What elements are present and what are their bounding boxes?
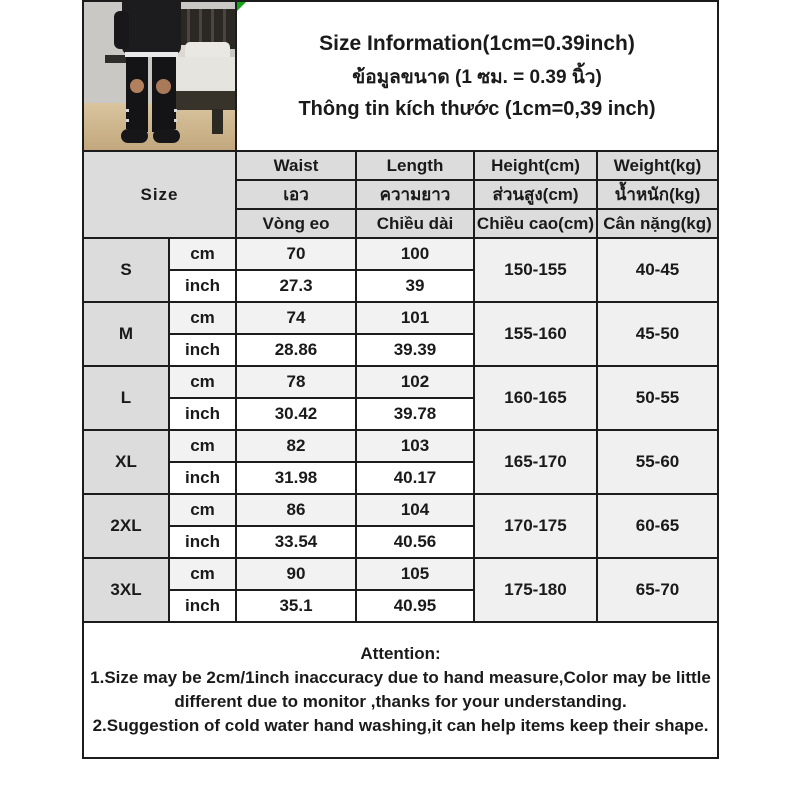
size-cell: M: [83, 302, 169, 366]
size-cell: L: [83, 366, 169, 430]
weight-range-value: 55-60: [597, 430, 718, 494]
length-cm-value: 102: [356, 366, 474, 398]
photo-shoe-right: [153, 129, 180, 142]
waist-cm-value: 82: [236, 430, 356, 462]
photo-ripped-knee-left: [130, 79, 144, 93]
waist-inch-value: 31.98: [236, 462, 356, 494]
table-row-2xl-cm: [83, 494, 718, 526]
height-range-value: 170-175: [474, 494, 597, 558]
attention-row: [83, 622, 718, 758]
header-height-th: ส่วนสูง(cm): [474, 180, 597, 209]
waist-inch-value: 27.3: [236, 270, 356, 302]
weight-range-value: 65-70: [597, 558, 718, 622]
attention-line-1: 1.Size may be 2cm/1inch inaccuracy due to hand measure,Color may be little different due to monitor ,thanks for your understanding.: [90, 668, 711, 711]
photo-bed-leg: [212, 109, 223, 134]
waist-cm-value: 78: [236, 366, 356, 398]
photo-model-torso: [122, 1, 181, 55]
length-cm-value: 100: [356, 238, 474, 270]
photo-pants-left-leg: [126, 57, 149, 132]
header-height-vi: Chiều cao(cm): [474, 209, 597, 238]
weight-range-value: 40-45: [597, 238, 718, 302]
table-row-s-cm: [83, 238, 718, 270]
title-cell: [236, 1, 718, 151]
header-weight-th: น้ำหนัก(kg): [597, 180, 718, 209]
product-photo: [83, 1, 236, 151]
top-banner-row: [83, 1, 718, 151]
weight-range-value: 45-50: [597, 302, 718, 366]
length-cm-value: 105: [356, 558, 474, 590]
length-inch-value: 39.78: [356, 398, 474, 430]
header-weight-vi: Cân nặng(kg): [597, 209, 718, 238]
size-cell: 3XL: [83, 558, 169, 622]
waist-cm-value: 90: [236, 558, 356, 590]
unit-inch-cell: inch: [169, 526, 236, 558]
waist-cm-value: 70: [236, 238, 356, 270]
photo-pants-right-leg: [152, 57, 176, 132]
unit-cm-cell: cm: [169, 558, 236, 590]
header-waist-vi: Vòng eo: [236, 209, 356, 238]
unit-inch-cell: inch: [169, 398, 236, 430]
waist-inch-value: 35.1: [236, 590, 356, 622]
unit-cm-cell: cm: [169, 238, 236, 270]
photo-ripped-knee-right: [156, 79, 171, 94]
size-chart-table: [82, 0, 719, 759]
waist-cm-value: 86: [236, 494, 356, 526]
length-inch-value: 39: [356, 270, 474, 302]
size-cell: 2XL: [83, 494, 169, 558]
size-column-header: Size: [83, 151, 236, 238]
header-length-th: ความยาว: [356, 180, 474, 209]
header-length-vi: Chiều dài: [356, 209, 474, 238]
waist-inch-value: 28.86: [236, 334, 356, 366]
unit-cm-cell: cm: [169, 366, 236, 398]
size-cell: S: [83, 238, 169, 302]
photo-model-arm: [114, 11, 129, 49]
waist-inch-value: 33.54: [236, 526, 356, 558]
size-chart-sheet: [82, 0, 719, 759]
title-thai: ข้อมูลขนาด (1 ซม. = 0.39 นิ้ว): [352, 66, 602, 88]
weight-range-value: 60-65: [597, 494, 718, 558]
length-inch-value: 39.39: [356, 334, 474, 366]
height-range-value: 160-165: [474, 366, 597, 430]
header-waist-th: เอว: [236, 180, 356, 209]
unit-cm-cell: cm: [169, 494, 236, 526]
table-row-xl-cm: [83, 430, 718, 462]
photo-shoe-left: [121, 129, 148, 142]
length-cm-value: 104: [356, 494, 474, 526]
attention-note: [83, 622, 718, 758]
size-cell: XL: [83, 430, 169, 494]
unit-cm-cell: cm: [169, 302, 236, 334]
length-cm-value: 103: [356, 430, 474, 462]
title-vietnamese: Thông tin kích thước (1cm=0,39 inch): [298, 97, 656, 120]
unit-inch-cell: inch: [169, 462, 236, 494]
header-row-english: [83, 151, 718, 180]
unit-inch-cell: inch: [169, 334, 236, 366]
unit-inch-cell: inch: [169, 270, 236, 302]
header-weight-en: Weight(kg): [597, 151, 718, 180]
height-range-value: 175-180: [474, 558, 597, 622]
waist-cm-value: 74: [236, 302, 356, 334]
length-inch-value: 40.17: [356, 462, 474, 494]
attention-line-2: 2.Suggestion of cold water hand washing,it can help items keep their shape.: [92, 716, 709, 735]
length-cm-value: 101: [356, 302, 474, 334]
unit-cm-cell: cm: [169, 430, 236, 462]
title-stack: [237, 2, 717, 150]
length-inch-value: 40.95: [356, 590, 474, 622]
weight-range-value: 50-55: [597, 366, 718, 430]
table-row-l-cm: [83, 366, 718, 398]
height-range-value: 165-170: [474, 430, 597, 494]
table-row-3xl-cm: [83, 558, 718, 590]
header-length-en: Length: [356, 151, 474, 180]
header-height-en: Height(cm): [474, 151, 597, 180]
waist-inch-value: 30.42: [236, 398, 356, 430]
header-waist-en: Waist: [236, 151, 356, 180]
height-range-value: 155-160: [474, 302, 597, 366]
attention-title: Attention:: [360, 644, 441, 663]
green-triangle-cell-flag-icon: [237, 2, 246, 11]
table-row-m-cm: [83, 302, 718, 334]
unit-inch-cell: inch: [169, 590, 236, 622]
length-inch-value: 40.56: [356, 526, 474, 558]
title-english: Size Information(1cm=0.39inch): [319, 31, 635, 55]
height-range-value: 150-155: [474, 238, 597, 302]
